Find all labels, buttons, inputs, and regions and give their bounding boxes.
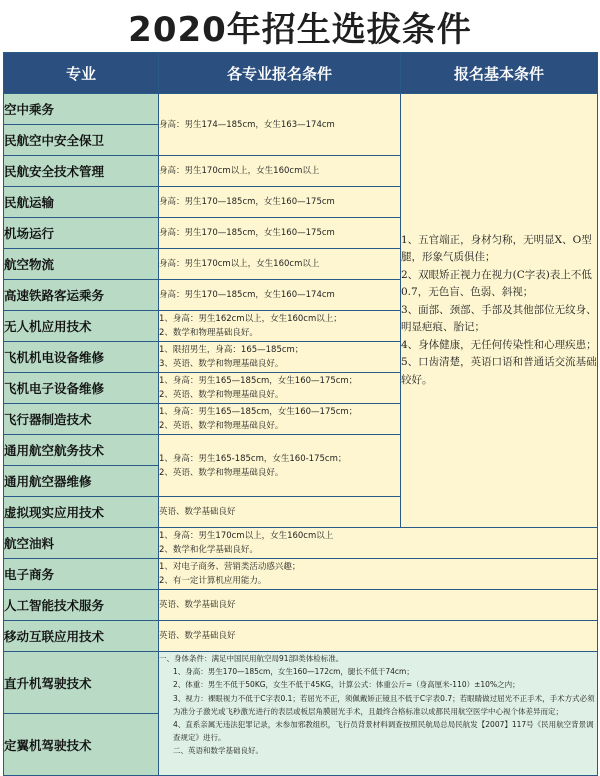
requirement-line: 2、英语、数学和物理基础良好。 xyxy=(159,390,284,400)
table-header-row xyxy=(4,53,598,94)
requirement-cell xyxy=(159,249,401,280)
requirement-cell xyxy=(159,497,401,528)
requirement-line: 2、数学和物理基础良好。 xyxy=(159,328,258,338)
requirement-text: 英语、数学基础良好 xyxy=(159,631,236,641)
major-name: 高速铁路客运乘务 xyxy=(4,280,159,311)
major-name: 移动互联应用技术 xyxy=(4,621,159,652)
requirement-cell xyxy=(159,342,401,373)
requirement-cell xyxy=(159,187,401,218)
requirement-line: 1、身高：男生165—185cm，女生160—175cm； xyxy=(159,407,358,417)
major-name: 机场运行 xyxy=(4,218,159,249)
major-name: 直升机驾驶技术 xyxy=(4,652,159,714)
requirement-cell xyxy=(159,280,401,311)
requirement-cell xyxy=(159,373,401,404)
requirement-line: 1、身高：男生162cm以上，女生160cm以上； xyxy=(159,314,342,324)
header-basic-conditions: 报名基本条件 xyxy=(401,53,598,94)
table-row xyxy=(4,621,598,652)
major-name: 定翼机驾驶技术 xyxy=(4,714,159,776)
major-name: 飞行器制造技术 xyxy=(4,404,159,435)
major-name: 飞机机电设备维修 xyxy=(4,342,159,373)
major-name: 民航空中安全保卫 xyxy=(4,125,159,156)
pilot-line: 1、身高：男生170—185cm，女生160—172cm，腿长不低于74cm； xyxy=(173,667,414,677)
pilot-line: 一、身体条件：满足中国民用航空局91部Ⅰ类体检标准。 xyxy=(159,654,344,663)
major-name: 空中乘务 xyxy=(4,94,159,125)
basic-condition-1: 1、五官端正，身材匀称，无明显X、O型腿，形象气质俱佳； xyxy=(401,233,592,264)
requirement-text: 身高：男生170cm以上，女生160cm以上 xyxy=(159,166,320,176)
pilot-line: 4、直系亲属无违法犯罪记录，未参加邪教组织，飞行员背景材料调查按照民航局总局民航发【2007】117号《民用航空背景调查规定》进行。 xyxy=(173,720,594,743)
requirement-cell xyxy=(159,559,598,590)
requirement-text: 身高：男生170—185cm，女生160—175cm xyxy=(159,197,335,207)
admission-table xyxy=(3,52,598,776)
major-name: 民航运输 xyxy=(4,187,159,218)
requirement-line: 2、数学和化学基础良好。 xyxy=(159,545,258,555)
requirement-text: 身高：男生170—185cm，女生160—175cm xyxy=(159,228,335,238)
major-name: 无人机应用技术 xyxy=(4,311,159,342)
requirement-cell xyxy=(159,311,401,342)
major-name: 通用航空航务技术 xyxy=(4,435,159,466)
pilot-line: 2、体重：男生不低于50KG，女生不低于45KG，计算公式：体重公斤=（身高厘米-110）±10%之内； xyxy=(173,680,520,690)
basic-conditions-cell xyxy=(401,94,598,528)
major-name: 人工智能技术服务 xyxy=(4,590,159,621)
requirement-cell xyxy=(159,621,598,652)
requirement-cell xyxy=(159,156,401,187)
pilot-requirements-cell xyxy=(159,652,598,776)
basic-condition-3: 3、面部、颈部、手部及其他部位无纹身、明显疤痕、胎记； xyxy=(401,303,597,334)
requirement-line: 1、对电子商务、营销类活动感兴趣； xyxy=(159,562,301,572)
requirement-text: 身高：男生170—185cm，女生160—174cm xyxy=(159,290,335,300)
table-row xyxy=(4,559,598,590)
basic-condition-5: 5、口齿清楚，英语口语和普通话交流基础较好。 xyxy=(401,356,597,386)
requirement-text: 英语、数学基础良好 xyxy=(159,600,236,610)
table-row xyxy=(4,528,598,559)
major-name: 飞机电子设备维修 xyxy=(4,373,159,404)
page-title: 2020年招生选拔条件 xyxy=(128,9,472,50)
requirement-line: 1、身高：男生165—185cm，女生160—175cm； xyxy=(159,376,358,386)
table-row xyxy=(4,652,598,714)
requirement-cell xyxy=(159,590,598,621)
major-name: 航空物流 xyxy=(4,249,159,280)
pilot-line: 3、视力：裸眼视力不低于C字表0.1；若屈光不正，须佩戴矫正镜且不低于C字表0.7；若眼睛做过屈光不正手术，手术方式必须为准分子激光或飞秒激光进行的表层或板层角膜屈光手术，且最终合格标准以成都民用航空医学中心视个体差异而定； xyxy=(173,693,595,716)
requirement-line: 1、限招男生，身高：165—185cm； xyxy=(159,345,304,355)
requirement-text: 英语、数学基础良好 xyxy=(159,507,236,517)
table-row xyxy=(4,94,598,125)
requirement-cell xyxy=(159,404,401,435)
pilot-line: 二、英语和数学基础良好。 xyxy=(173,746,263,756)
header-requirements: 各专业报名条件 xyxy=(159,53,401,94)
requirement-line: 2、英语、数学和物理基础良好。 xyxy=(159,467,284,478)
major-name: 虚拟现实应用技术 xyxy=(4,497,159,528)
requirement-cell xyxy=(159,94,401,156)
requirement-cell xyxy=(159,528,598,559)
requirement-line: 1、身高：男生165-185cm，女生160-175cm； xyxy=(159,453,347,464)
requirement-text: 身高：男生170cm以上，女生160cm以上 xyxy=(159,259,320,269)
basic-condition-4: 4、身体健康，无任何传染性和心理疾患； xyxy=(401,338,597,351)
requirement-line: 2、英语、数学和物理基础良好。 xyxy=(159,421,284,431)
requirement-line: 2、有一定计算机应用能力。 xyxy=(159,576,267,586)
major-name: 航空油料 xyxy=(4,528,159,559)
requirement-line: 1、身高：男生170cm以上，女生160cm以上 xyxy=(159,531,334,541)
requirement-line: 3、英语、数学和物理基础良好。 xyxy=(159,359,284,369)
requirement-text: 身高：男生174—185cm，女生163—174cm xyxy=(159,119,335,130)
requirement-cell xyxy=(159,435,401,497)
major-name: 民航安全技术管理 xyxy=(4,156,159,187)
header-major: 专业 xyxy=(4,53,159,94)
major-name: 电子商务 xyxy=(4,559,159,590)
table-row xyxy=(4,590,598,621)
basic-condition-2: 2、双眼矫正视力在视力(C字表)表上不低0.7，无色盲、色弱、斜视； xyxy=(401,268,592,299)
major-name: 通用航空器维修 xyxy=(4,466,159,497)
requirement-cell xyxy=(159,218,401,249)
